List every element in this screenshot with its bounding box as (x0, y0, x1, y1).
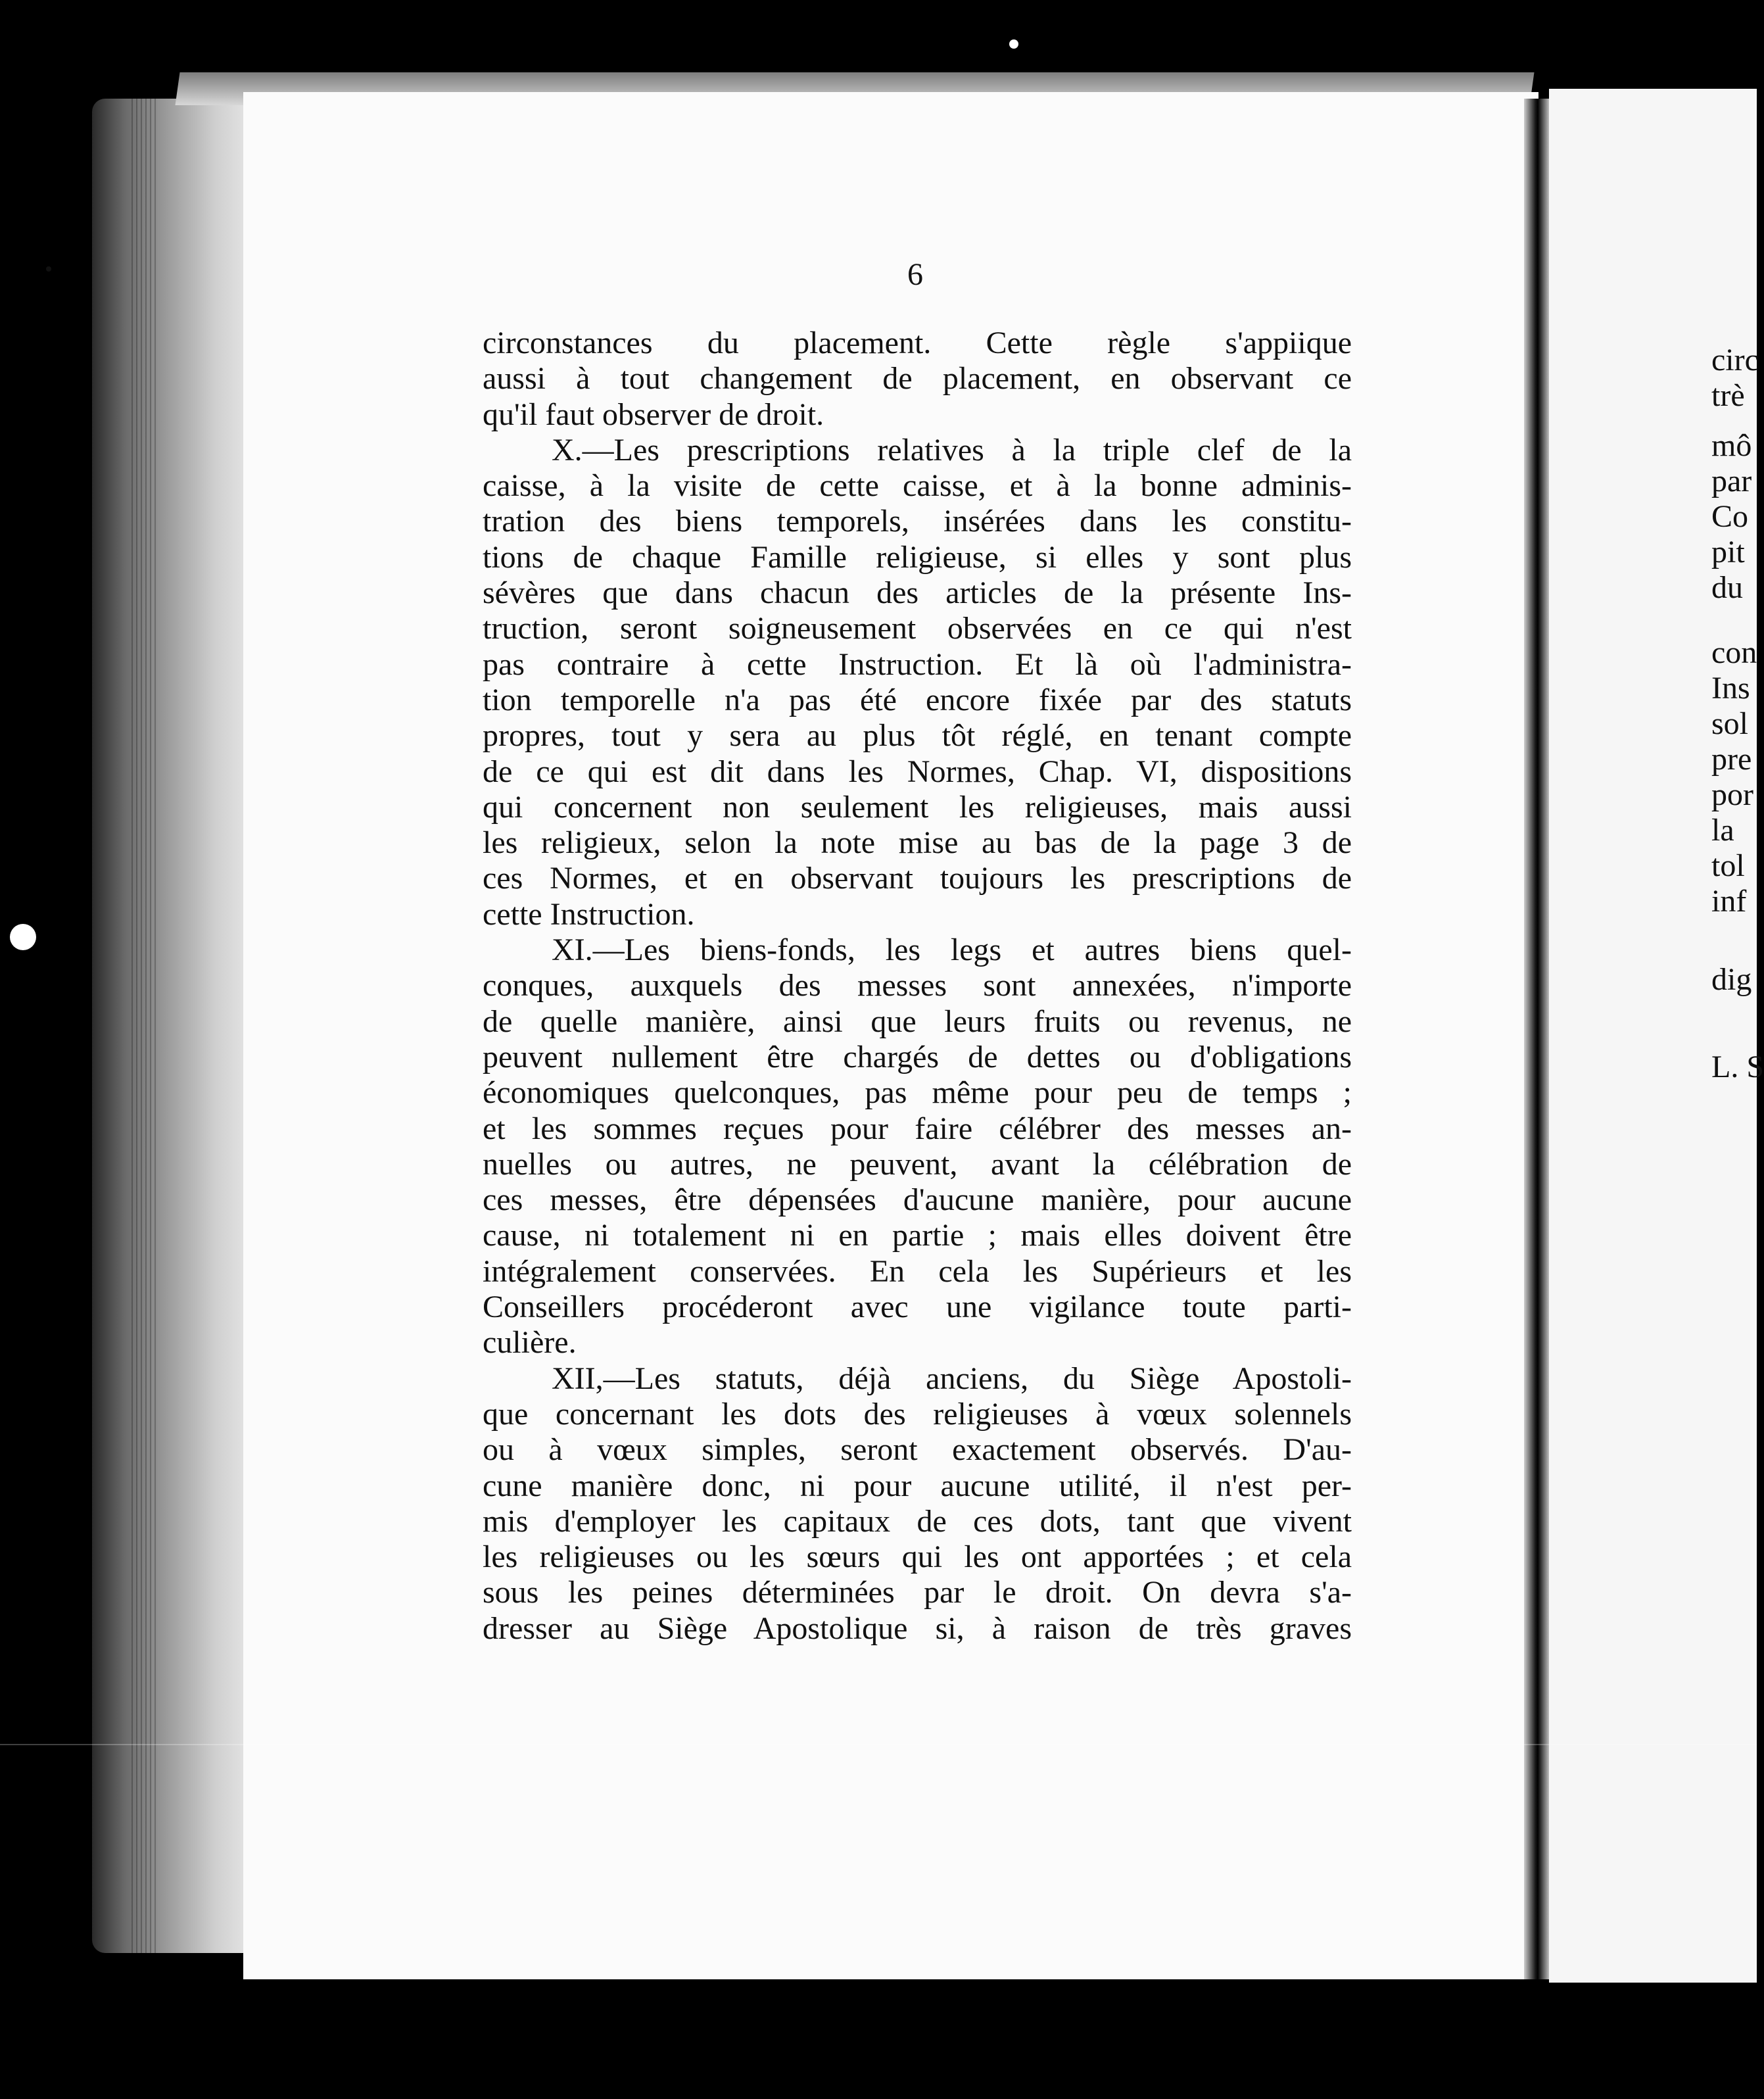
text-line: mis d'employer les capitaux de ces dots, tant que vivent (483, 1503, 1352, 1539)
facing-page-fragment: con (1711, 635, 1757, 670)
text-line: que concernant les dots des religieuses à vœux solennels (483, 1396, 1352, 1432)
scan-speck (10, 924, 36, 950)
text-line: conques, auxquels des messes sont annexées, n'importe (483, 968, 1352, 1003)
text-line: propres, tout y sera au plus tôt réglé, en tenant compte (483, 718, 1352, 754)
text-line: sous les peines déterminées par le droit. On devra s'a- (483, 1575, 1352, 1610)
text-line: pas contraire à cette Instruction. Et là où l'administra- (483, 646, 1352, 682)
text-line: et les sommes reçues pour faire célébrer des messes an- (483, 1111, 1352, 1146)
text-line: tions de chaque Famille religieuse, si elles y sont plus (483, 539, 1352, 575)
text-line: ces messes, être dépensées d'aucune manière, pour aucune (483, 1182, 1352, 1218)
facing-page-fragment: sol (1711, 706, 1749, 741)
text-line: XII,—Les statuts, déjà anciens, du Siège Apostoli- (552, 1361, 1352, 1396)
text-line: XI.—Les biens-fonds, les legs et autres biens quel- (552, 932, 1352, 968)
facing-page-fragment: pre (1711, 742, 1752, 777)
text-line: peuvent nullement être chargés de dettes ou d'obligations (483, 1039, 1352, 1074)
text-line: de quelle manière, ainsi que leurs fruits ou revenus, ne (483, 1003, 1352, 1039)
facing-page-fragment: pit (1711, 535, 1745, 569)
facing-page-fragment: Ins (1711, 671, 1750, 706)
text-line: nuelles ou autres, ne peuvent, avant la célébration de (483, 1146, 1352, 1182)
facing-page-fragment: por (1711, 777, 1753, 812)
text-line: dresser au Siège Apostolique si, à raison de très graves (483, 1610, 1352, 1646)
text-line: cause, ni totalement ni en partie ; mais elles doivent être (483, 1218, 1352, 1253)
facing-page-fragment: par (1711, 464, 1752, 498)
text-line: qui concernent non seulement les religieuses, mais aussi (483, 789, 1352, 825)
book-gutter (1524, 99, 1549, 1979)
book-page-edges (92, 99, 256, 1953)
text-line: ou à vœux simples, seront exactement observés. D'au- (483, 1432, 1352, 1468)
facing-page-fragment: L. S (1711, 1050, 1764, 1084)
text-line: circonstances du placement. Cette règle s'appiique (483, 326, 1352, 360)
text-line: ces Normes, et en observant toujours les prescriptions de (483, 861, 1352, 896)
text-line: qu'il faut observer de droit. (483, 397, 824, 432)
text-line: truction, seront soigneusement observées en ce qui n'est (483, 611, 1352, 646)
text-line: cune manière donc, ni pour aucune utilité, il n'est per- (483, 1468, 1352, 1503)
scan-artifact-line (0, 1744, 1757, 1745)
text-line: intégralement conservées. En cela les Supérieurs et les (483, 1253, 1352, 1289)
text-line: de ce qui est dit dans les Normes, Chap. VI, dispositions (483, 754, 1352, 789)
text-line: les religieux, selon la note mise au bas de la page 3 de (483, 825, 1352, 861)
scan-speck (1009, 39, 1018, 49)
text-line: caisse, à la visite de cette caisse, et à la bonne adminis- (483, 468, 1352, 504)
text-line: sévères que dans chacun des articles de la présente Ins- (483, 575, 1352, 611)
text-line: aussi à tout changement de placement, en observant ce (483, 361, 1352, 397)
text-line: économiques quelconques, pas même pour peu de temps ; (483, 1075, 1352, 1111)
facing-page-fragment: du (1711, 570, 1743, 605)
page-body-text (483, 326, 1352, 1647)
facing-page-fragment: trè (1711, 378, 1745, 413)
facing-page-fragment: Co (1711, 499, 1749, 534)
text-line: les religieuses ou les sœurs qui les ont apportées ; et cela (483, 1539, 1352, 1575)
facing-page-fragment: la (1711, 813, 1734, 848)
facing-page-fragment: circ (1711, 343, 1759, 377)
facing-page-fragment: mô (1711, 428, 1752, 463)
facing-page-fragment: inf (1711, 884, 1747, 919)
text-line: tion temporelle n'a pas été encore fixée par des statuts (483, 682, 1352, 717)
page-number: 6 (907, 257, 923, 292)
text-line: Conseillers procéderont avec une vigilance toute parti- (483, 1290, 1352, 1325)
scan-speck (46, 266, 51, 272)
text-line: X.—Les prescriptions relatives à la triple clef de la (552, 432, 1352, 468)
facing-page-fragment: dig (1711, 962, 1752, 997)
facing-page-fragment: tol (1711, 848, 1745, 883)
text-line: tration des biens temporels, insérées dans les constitu- (483, 504, 1352, 539)
text-line: culière. (483, 1325, 577, 1361)
text-line: cette Instruction. (483, 896, 695, 932)
